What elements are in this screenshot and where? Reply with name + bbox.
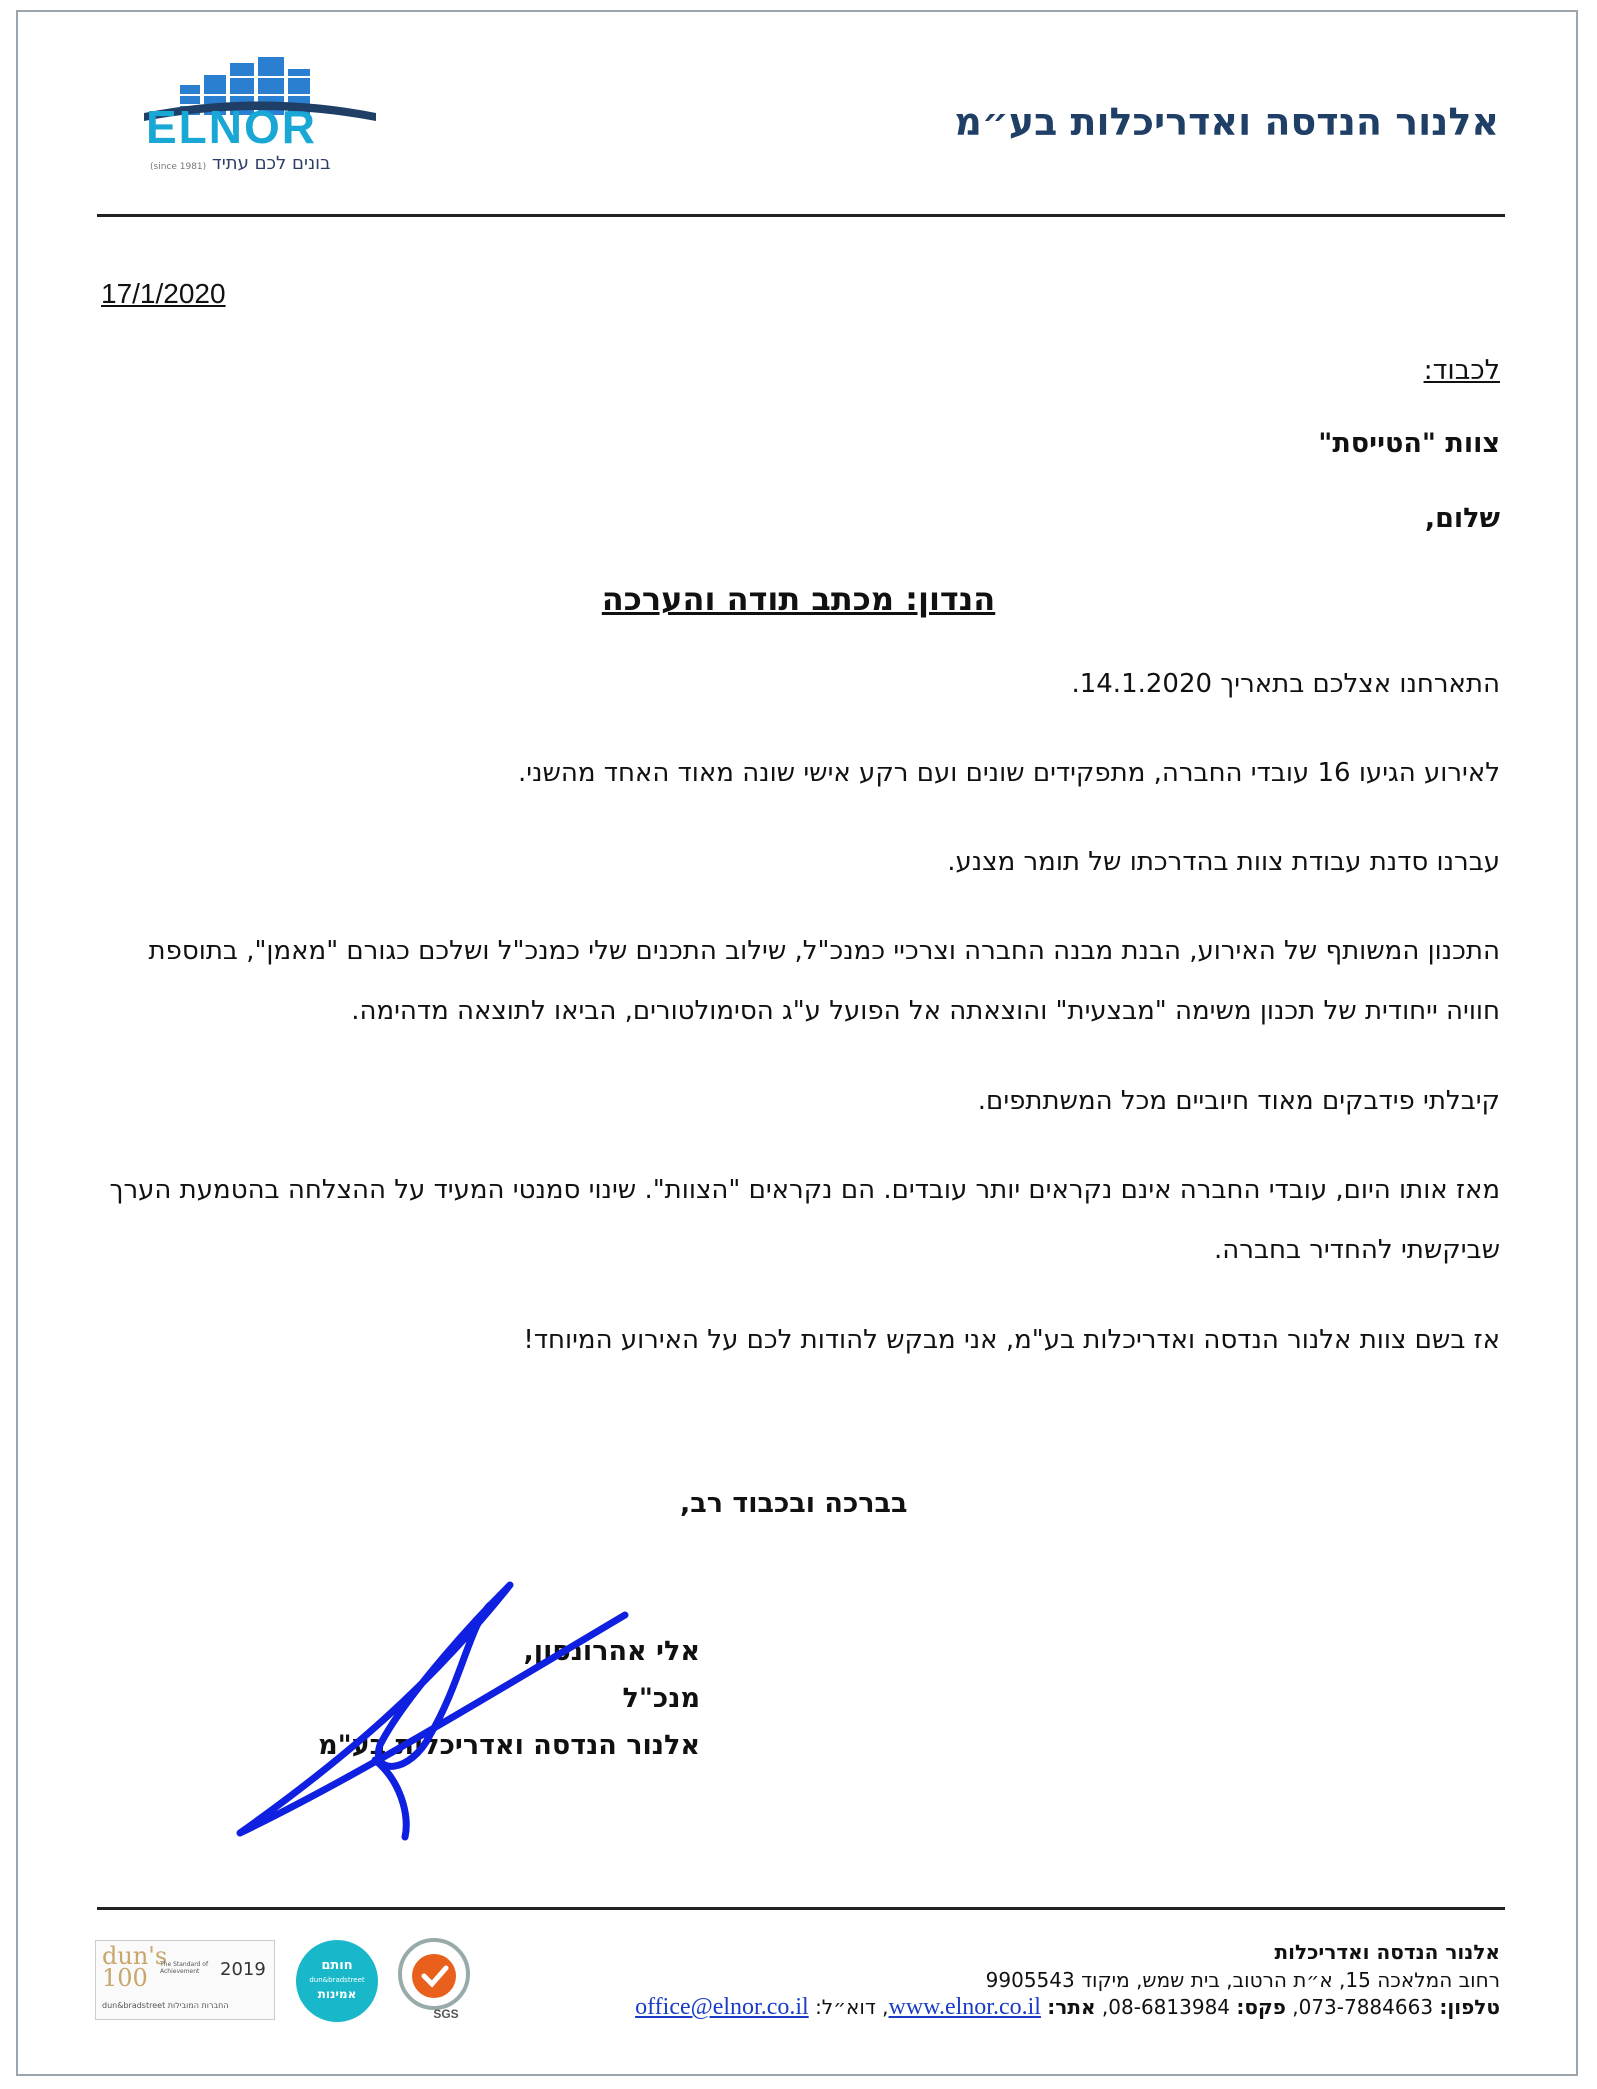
phone: 073-7884663, — [1292, 1995, 1434, 2019]
seal-bottom: אמינות — [317, 1987, 357, 2001]
signer-name: אלי אהרונסון, — [523, 1636, 700, 1667]
email-label: , דוא״ל: — [815, 1995, 889, 2019]
trust-seal-badge — [296, 1940, 378, 2022]
site-label: אתר: — [1047, 1995, 1096, 2019]
header-divider — [97, 214, 1505, 217]
footer-divider — [97, 1907, 1505, 1910]
paragraph-2: לאירוע הגיעו 16 עובדי החברה, מתפקידים שונים ועם רקע אישי שונה מאוד האחד מהשני. — [517, 758, 1500, 788]
subject-line: הנדון: מכתב תודה והערכה — [601, 580, 996, 618]
recipient: צוות "הטייסת" — [1318, 428, 1500, 459]
email-link[interactable]: office@elnor.co.il — [635, 1994, 809, 2020]
paragraph-7: אז בשם צוות אלנור הנדסה ואדריכלות בע"מ, אני מבקש להודות לכם על האירוע המיוחד! — [523, 1325, 1500, 1355]
paragraph-4: התכנון המשותף של האירוע, הבנת מבנה החברה וצרכיי כמנכ"ל, שילוב התכנים שלי כמנכ"ל ושלכם כגורם "מאמן", בתוספת חוויה ייחודית של תכנון משימה "מבצעית" והוצאתה אל הפועל ע"ג הסימולטורים, הביאו לתוצאה מדהימה. — [148, 936, 1500, 1026]
signer-title: מנכ"ל — [622, 1683, 700, 1714]
footer-contacts — [635, 1994, 1500, 2021]
fax: 08-6813984, — [1101, 1995, 1231, 2019]
duns100-badge — [95, 1940, 275, 2020]
website-link[interactable]: www.elnor.co.il — [888, 1994, 1041, 2020]
signer-company: אלנור הנדסה ואדריכלות בע"מ — [318, 1730, 700, 1761]
duns-wordmark: dun's 100 — [102, 1942, 168, 1992]
paragraph-5: קיבלתי פידבקים מאוד חיוביים מכל המשתתפים. — [977, 1086, 1500, 1116]
company-name: אלנור הנדסה ואדריכלות בע״מ — [954, 100, 1499, 144]
paragraph-3: עברנו סדנת עבודת צוות בהדרכתו של תומר מצנע. — [947, 847, 1500, 877]
seal-mid: dun&bradstreet — [309, 1976, 365, 1984]
logo-wordmark: ELNOR — [146, 101, 317, 153]
duns-bottom: dun&bradstreet החברות המובילות — [102, 2001, 229, 2010]
greeting: שלום, — [1424, 503, 1500, 534]
to-label: לכבוד: — [1423, 355, 1500, 386]
letter-date: 17/1/2020 — [101, 278, 226, 309]
duns-year: 2019 — [220, 1959, 266, 1980]
fax-label: פקס: — [1236, 1995, 1286, 2019]
handwritten-signature — [230, 1575, 650, 1845]
duns-small: The Standard of Achievement — [160, 1961, 209, 1975]
logo-tagline: בונים לכם עתיד (since 1981) — [150, 153, 331, 174]
sgs-iso-badge — [396, 1936, 476, 2022]
phone-label: טלפון: — [1439, 1995, 1500, 2019]
sgs-label: SGS — [433, 2007, 459, 2021]
closing: בברכה ובכבוד רב, — [680, 1488, 908, 1519]
footer-address: רחוב המלאכה 15, א״ת הרטוב, בית שמש, מיקוד 9905543 — [985, 1968, 1500, 1992]
footer-company: אלנור הנדסה ואדריכלות — [1274, 1940, 1500, 1964]
seal-top: חותם — [321, 1958, 353, 1973]
paragraph-6: מאז אותו היום, עובדי החברה אינם נקראים יותר עובדים. הם נקראים "הצוות". שינוי סמנטי המעיד על ההצלחה בהטמעת הערך שביקשתי להחדיר בחברה. — [109, 1175, 1500, 1265]
paragraph-1: התארחנו אצלכם בתאריך 14.1.2020. — [1071, 669, 1500, 699]
